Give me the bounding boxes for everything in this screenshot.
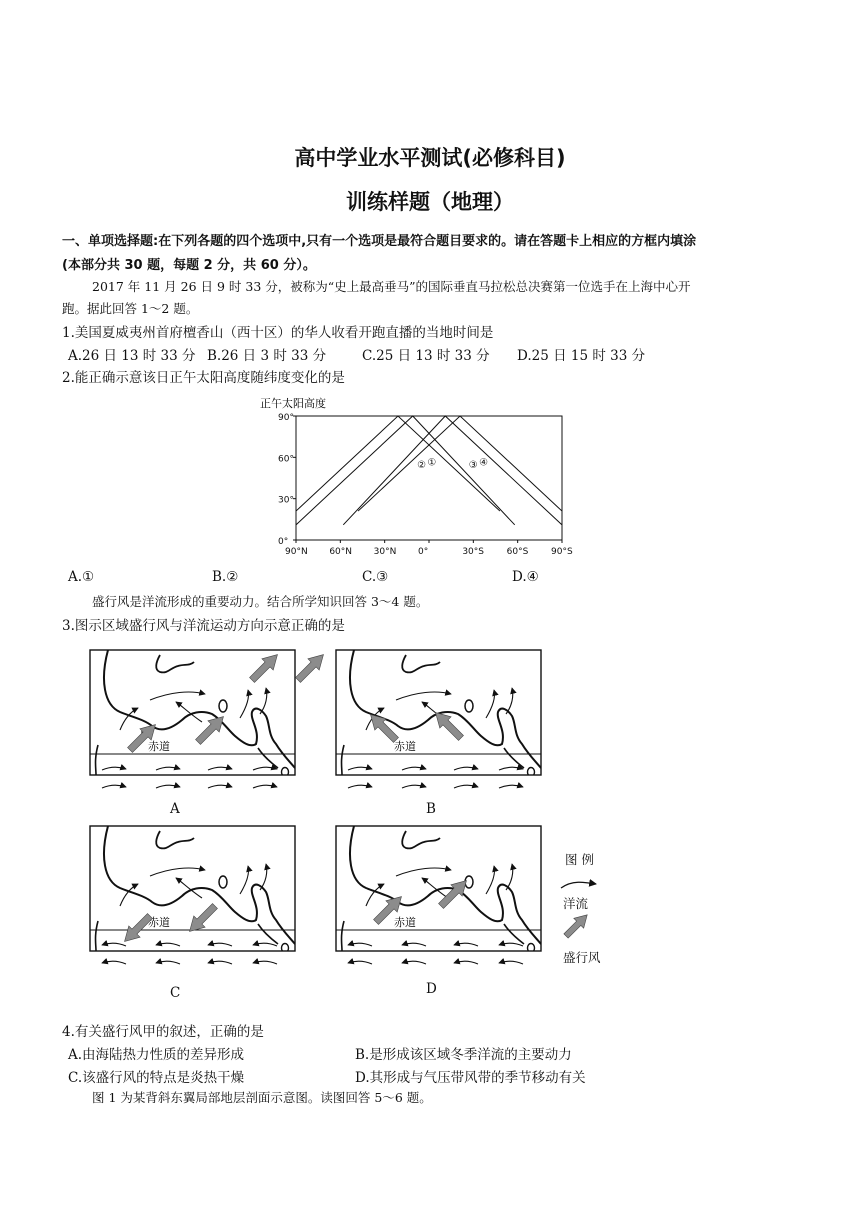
x-tick-label: 90°N [285, 547, 308, 557]
current-arrow [240, 866, 249, 894]
map-c-label: C [170, 985, 181, 1001]
x-tick-label: 90°S [551, 547, 573, 557]
legend-current-arrow [561, 882, 596, 888]
wind-arrow [365, 709, 402, 746]
current-arrow [253, 767, 277, 770]
q4-option-c[interactable]: C.该盛行风的特点是炎热干燥 [68, 1070, 245, 1086]
current-arrow [348, 767, 372, 770]
current-arrow [120, 708, 138, 730]
current-arrow [240, 690, 249, 718]
current-arrow [396, 868, 451, 876]
map-b-label: B [426, 801, 436, 817]
series-line [343, 416, 562, 525]
y-tick-label: 0° [278, 537, 289, 547]
wind-current-maps [80, 636, 620, 1006]
sun-altitude-chart [240, 390, 600, 562]
current-arrow [499, 943, 523, 946]
x-tick-label: 0° [418, 547, 429, 557]
current-arrow [402, 943, 426, 946]
coastline [342, 826, 542, 953]
q1-option-d[interactable]: D.25 日 15 时 33 分 [517, 348, 646, 364]
current-arrow [102, 961, 126, 964]
x-tick-label: 30°S [462, 547, 485, 557]
current-arrow [253, 961, 277, 964]
equator-label: 赤道 [148, 740, 170, 753]
coastline [96, 826, 296, 953]
current-arrow [102, 785, 126, 788]
equator-label: 赤道 [394, 740, 416, 753]
series-marker: ② [417, 460, 427, 472]
current-arrow [208, 785, 232, 788]
equator-label: 赤道 [148, 916, 170, 929]
current-arrow [102, 943, 126, 946]
q2-option-d[interactable]: D.④ [512, 569, 539, 585]
current-arrow [208, 767, 232, 770]
current-arrow [402, 767, 426, 770]
current-arrow [402, 961, 426, 964]
section-heading-cont: (本部分共 30 题，每题 2 分，共 60 分）。 [62, 258, 316, 273]
map-panel [336, 826, 541, 964]
current-arrow [102, 767, 126, 770]
current-arrow [156, 785, 180, 788]
question-2-stem: 2.能正确示意该日正午太阳高度随纬度变化的是 [62, 370, 345, 386]
current-arrow [348, 943, 372, 946]
current-arrow [253, 943, 277, 946]
current-arrow [348, 785, 372, 788]
chart-title: 正午太阳高度 [260, 397, 326, 410]
y-tick-label: 60° [278, 454, 294, 465]
current-arrow [486, 690, 495, 718]
question-4-stem: 4.有关盛行风甲的叙述，正确的是 [62, 1024, 264, 1040]
current-arrow [486, 866, 495, 894]
map-panel [90, 826, 295, 964]
current-arrow [348, 961, 372, 964]
wind-arrow [192, 711, 229, 748]
q4-option-d[interactable]: D.其形成与气压带风带的季节移动有关 [355, 1070, 586, 1086]
wind-arrow [246, 649, 283, 686]
map-panel [336, 650, 541, 788]
current-arrow [156, 767, 180, 770]
map-a-label: A [170, 801, 180, 817]
current-arrow [402, 785, 426, 788]
page-title: 高中学业水平测试(必修科目) [294, 146, 566, 170]
map-panel [90, 649, 329, 788]
y-tick-label: 90° [278, 413, 294, 423]
current-arrow [454, 943, 478, 946]
q4-option-a[interactable]: A.由海陆热力性质的差异形成 [68, 1047, 245, 1063]
x-tick-label: 60°S [506, 547, 529, 557]
current-arrow [156, 961, 180, 964]
legend-wind-arrow [561, 910, 592, 941]
current-arrow [396, 692, 451, 700]
q2-option-a[interactable]: A.① [68, 569, 95, 585]
intro-5-6: 图 1 为某背斜东翼局部地层剖面示意图。读图回答 5～6 题。 [92, 1090, 432, 1105]
series-marker: ① [427, 457, 437, 469]
q2-option-b[interactable]: B.② [212, 569, 239, 585]
current-arrow [366, 884, 384, 906]
equator-label: 赤道 [394, 916, 416, 929]
q2-option-c[interactable]: C.③ [362, 569, 389, 585]
current-arrow [208, 961, 232, 964]
legend-title: 图 例 [565, 852, 594, 867]
series-marker: ③ [468, 460, 478, 472]
current-arrow [454, 785, 478, 788]
series-line [296, 416, 515, 525]
current-arrow [454, 961, 478, 964]
legend-current-label: 洋流 [563, 896, 589, 911]
current-arrow [208, 943, 232, 946]
question-1-stem: 1.美国夏威夷州首府檀香山（西十区）的华人收看开跑直播的当地时间是 [62, 325, 494, 341]
section-heading: 一、单项选择题:在下列各题的四个选项中,只有一个选项是最符合题目要求的。请在答题卡上相应的方框内填涂 [62, 234, 697, 249]
q1-option-b[interactable]: B.26 日 3 时 33 分 [207, 348, 327, 364]
coastline [342, 650, 542, 777]
current-arrow [150, 868, 205, 876]
current-arrow [150, 692, 205, 700]
y-tick-label: 30° [278, 495, 294, 506]
current-arrow [499, 767, 523, 770]
current-arrow [499, 961, 523, 964]
question-3-stem: 3.图示区域盛行风与洋流运动方向示意正确的是 [62, 618, 345, 634]
series-marker: ④ [479, 457, 489, 469]
intro-3-4: 盛行风是洋流形成的重要动力。结合所学知识回答 3～4 题。 [92, 594, 429, 609]
x-tick-label: 60°N [329, 547, 353, 557]
current-arrow [156, 943, 180, 946]
chart-frame [296, 416, 562, 540]
wind-arrow [184, 900, 221, 937]
q1-option-c[interactable]: C.25 日 13 时 33 分 [362, 348, 490, 364]
current-arrow [120, 884, 138, 906]
intro-paragraph: 2017 年 11 月 26 日 9 时 33 分，被称为“史上最高垂马”的国际垂直马拉松总决赛第一位选手在上海中心开 [92, 279, 691, 294]
intro-paragraph-cont: 跑。据此回答 1～2 题。 [62, 301, 199, 316]
map-d-label: D [426, 981, 437, 997]
q4-option-b[interactable]: B.是形成该区域冬季洋流的主要动力 [355, 1047, 572, 1063]
current-arrow [253, 785, 277, 788]
x-tick-label: 30°N [373, 547, 397, 557]
current-arrow [499, 785, 523, 788]
legend-wind-label: 盛行风 [563, 950, 601, 965]
q1-option-a[interactable]: A.26 日 13 时 33 分 [68, 348, 196, 364]
wind-arrow [292, 649, 329, 686]
current-arrow [454, 767, 478, 770]
page-subtitle: 训练样题（地理） [346, 190, 514, 214]
